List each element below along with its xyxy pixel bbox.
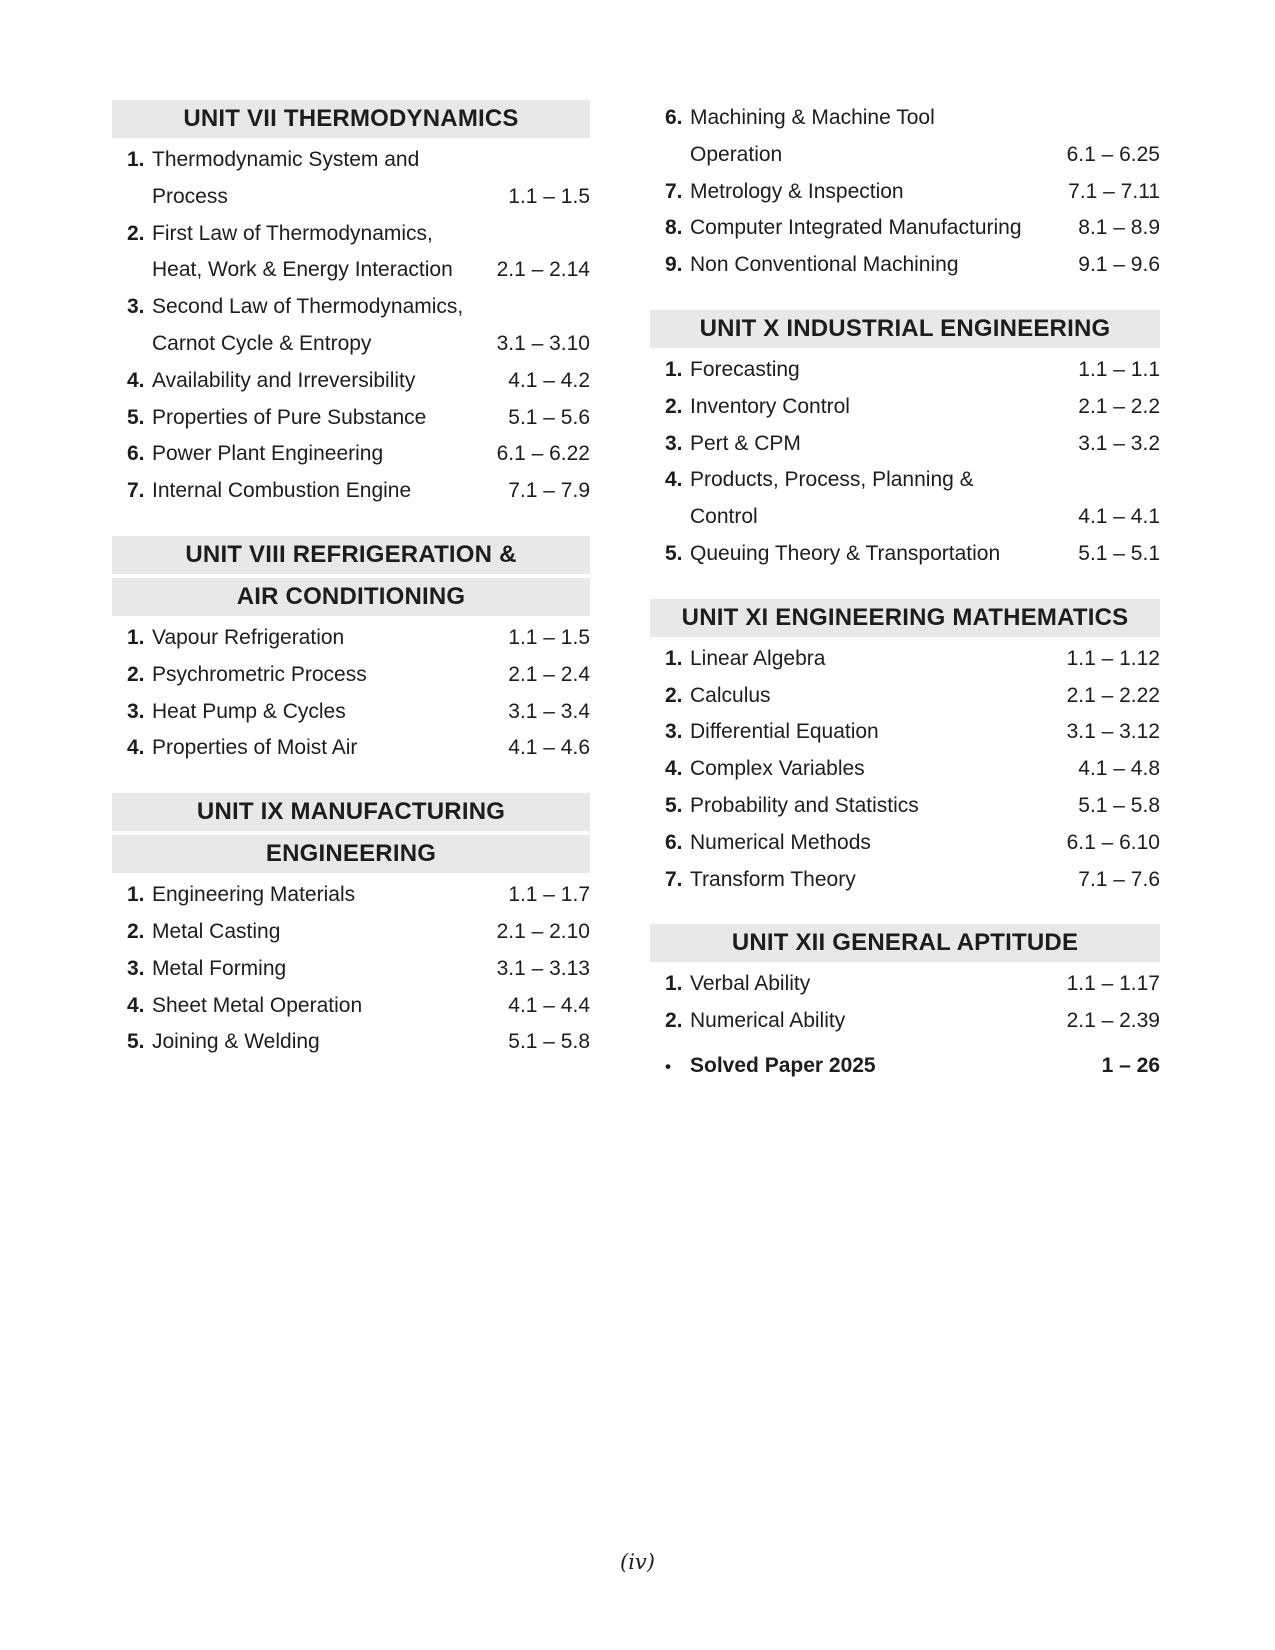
entry-title: Machining & Machine Tool [690,106,935,129]
page-number-label: (iv) [620,1550,655,1574]
toc-entry [650,210,1160,247]
entry-number: 4. [665,468,683,492]
entry-number: 4. [127,368,145,392]
entry-title: Calculus [690,683,771,707]
entry-pages: 1.1 – 1.12 [1066,646,1160,670]
entry-pages: 1.1 – 1.5 [508,184,590,208]
entry-pages: 2.1 – 2.4 [508,662,590,686]
unit-section [650,599,1160,899]
unit-section [112,536,590,767]
entry-number: 6. [127,442,145,466]
toc-entry [112,657,590,694]
entry-number: 7. [127,479,145,503]
toc-entry-continuation [112,326,590,363]
entry-number: 6. [665,830,683,854]
entry-pages: 3.1 – 3.10 [496,331,590,355]
entry-title: Psychrometric Process [152,662,367,686]
entry-pages: 1.1 – 1.1 [1078,357,1160,381]
toc-entry-continuation [112,179,590,216]
toc-entry [650,1048,1160,1085]
entry-pages: 2.1 – 2.39 [1066,1009,1160,1033]
entry-pages: 2.1 – 2.22 [1066,683,1160,707]
entry-pages: 6.1 – 6.10 [1066,830,1160,854]
entry-title-line2: Operation [690,142,783,166]
entry-title: Verbal Ability [690,972,811,996]
entry-number: 6. [665,106,683,129]
entry-number: 9. [665,253,683,277]
entry-number: 2. [127,919,145,943]
toc-entry [112,363,590,400]
toc-entry [112,400,590,437]
entry-number: 2. [127,662,145,686]
entry-number: 2. [127,221,145,245]
entry-pages: 1.1 – 1.17 [1066,972,1160,996]
toc-entry [650,426,1160,463]
entry-title: Engineering Materials [152,883,356,907]
entry-pages: 5.1 – 5.6 [508,405,590,429]
entry-number: 5. [665,541,683,565]
toc-entry-continuation [650,499,1160,536]
toc-entry [650,862,1160,899]
toc-entry [650,536,1160,573]
entry-pages: 8.1 – 8.9 [1078,216,1160,240]
toc-entry [112,877,590,914]
entry-pages: 3.1 – 3.2 [1078,431,1160,455]
entry-pages: 7.1 – 7.11 [1068,179,1160,203]
entry-title-line2: Control [690,505,758,529]
entry-number: 1. [127,625,145,649]
entry-number: 8. [665,216,683,240]
toc-entry [112,436,590,473]
entry-number: 3. [127,295,145,319]
toc-entry [112,620,590,657]
entry-title: Numerical Ability [690,1009,846,1033]
bullet-icon: • [665,1056,671,1076]
toc-entry [650,100,1160,137]
entry-number: 1. [665,972,683,996]
entry-title: Sheet Metal Operation [152,993,363,1017]
entry-number: 2. [665,1009,683,1033]
entry-title: Probability and Statistics [690,793,919,817]
entry-title: Heat Pump & Cycles [152,699,346,723]
entry-title: Joining & Welding [152,1030,320,1054]
entry-pages: 1.1 – 1.5 [508,625,590,649]
entry-pages: 3.1 – 3.12 [1066,720,1160,744]
entry-title: Products, Process, Planning & [690,468,974,492]
entry-number: 3. [665,431,683,455]
entry-number: 5. [127,1030,145,1054]
entry-title: Queuing Theory & Transportation [690,541,1001,565]
entry-pages: 2.1 – 2.2 [1078,394,1160,418]
entry-pages: 4.1 – 4.2 [508,368,590,392]
unit-heading: UNIT XI ENGINEERING MATHEMATICS [650,599,1160,637]
entry-number: 4. [127,736,145,760]
unit-section [650,924,1160,1084]
entry-pages: 5.1 – 5.1 [1078,541,1160,565]
toc-left-column [112,100,590,1087]
toc-entry-continuation [112,252,590,289]
entry-title: Metrology & Inspection [690,179,904,203]
toc-entry [650,966,1160,1003]
entry-title: Inventory Control [690,394,850,418]
entry-number: 1. [665,357,683,381]
entry-pages: 4.1 – 4.4 [508,993,590,1017]
unit-heading: ENGINEERING [112,835,590,873]
entry-title: First Law of Thermodynamics, [152,221,433,245]
toc-entry [650,462,1160,499]
entry-title: Metal Forming [152,956,287,980]
entry-pages: 3.1 – 3.4 [508,699,590,723]
unit-heading: AIR CONDITIONING [112,578,590,616]
toc-entry [650,714,1160,751]
entry-pages: 7.1 – 7.6 [1078,867,1160,891]
unit-section [650,100,1160,284]
toc-entry [112,694,590,731]
entry-title: Vapour Refrigeration [152,625,345,649]
entry-title-line2: Carnot Cycle & Entropy [152,331,372,355]
entry-pages: 6.1 – 6.25 [1066,142,1160,166]
entry-pages: 1 – 26 [1101,1053,1160,1077]
toc-right-column [650,100,1160,1111]
entry-title: Second Law of Thermodynamics, [152,295,464,319]
entry-title: Linear Algebra [690,646,826,670]
entry-number: 1. [127,148,145,171]
entry-title: Solved Paper 2025 [690,1053,876,1077]
entry-title: Properties of Moist Air [152,736,358,760]
entry-title: Numerical Methods [690,830,871,854]
unit-heading: UNIT XII GENERAL APTITUDE [650,924,1160,962]
entry-number: 5. [665,793,683,817]
entry-number: 7. [665,179,683,203]
entry-pages: 1.1 – 1.7 [508,883,590,907]
toc-entry [112,914,590,951]
toc-entry [650,751,1160,788]
toc-entry [650,678,1160,715]
unit-heading: UNIT VIII REFRIGERATION & [112,536,590,574]
toc-entry [112,988,590,1025]
entry-number: 2. [665,394,683,418]
toc-entry [112,1024,590,1061]
toc-entry [112,951,590,988]
entry-number: 3. [665,720,683,744]
entry-number: 5. [127,405,145,429]
toc-entry-continuation [650,137,1160,174]
toc-entry [650,825,1160,862]
entry-pages: 2.1 – 2.10 [496,919,590,943]
toc-entry [112,216,590,253]
unit-heading: UNIT X INDUSTRIAL ENGINEERING [650,310,1160,348]
entry-pages: 4.1 – 4.8 [1078,757,1160,781]
entry-title-line2: Process [152,184,228,208]
toc-entry [650,247,1160,284]
entry-number: 7. [665,867,683,891]
entry-number: 3. [127,699,145,723]
entry-title: Thermodynamic System and [152,148,420,171]
entry-pages: 7.1 – 7.9 [508,479,590,503]
entry-title: Differential Equation [690,720,879,744]
entry-title: Non Conventional Machining [690,253,959,277]
entry-pages: 9.1 – 9.6 [1078,253,1160,277]
entry-title: Availability and Irreversibility [152,368,416,392]
unit-section [112,793,590,1061]
toc-entry [112,473,590,510]
entry-title: Complex Variables [690,757,865,781]
entry-title: Pert & CPM [690,431,801,455]
toc-entry [650,389,1160,426]
entry-title: Metal Casting [152,919,281,943]
toc-entry [650,1003,1160,1040]
toc-entry [650,352,1160,389]
entry-title: Computer Integrated Manufacturing [690,216,1022,240]
entry-pages: 5.1 – 5.8 [1078,793,1160,817]
entry-pages: 4.1 – 4.1 [1078,505,1160,529]
toc-entry [112,289,590,326]
entry-number: 3. [127,956,145,980]
entry-number: 2. [665,683,683,707]
entry-pages: 3.1 – 3.13 [496,956,590,980]
entry-number: 1. [665,646,683,670]
entry-number: 4. [127,993,145,1017]
unit-heading: UNIT VII THERMODYNAMICS [112,100,590,138]
page-number [0,1550,1275,1574]
toc-entry [650,788,1160,825]
entry-number: 1. [127,883,145,907]
entry-pages: 4.1 – 4.6 [508,736,590,760]
entry-pages: 6.1 – 6.22 [496,442,590,466]
entry-pages: 2.1 – 2.14 [496,258,590,282]
entry-title-line2: Heat, Work & Energy Interaction [152,258,453,282]
toc-entry [112,730,590,767]
entry-pages: 5.1 – 5.8 [508,1030,590,1054]
unit-section [112,100,590,510]
toc-entry [650,174,1160,211]
entry-title: Power Plant Engineering [152,442,384,466]
toc-entry [650,641,1160,678]
entry-title: Forecasting [690,357,800,381]
entry-title: Properties of Pure Substance [152,405,427,429]
entry-number: 4. [665,757,683,781]
entry-title: Internal Combustion Engine [152,479,412,503]
unit-heading: UNIT IX MANUFACTURING [112,793,590,831]
unit-section [650,310,1160,573]
entry-title: Transform Theory [690,867,856,891]
toc-entry [112,142,590,179]
